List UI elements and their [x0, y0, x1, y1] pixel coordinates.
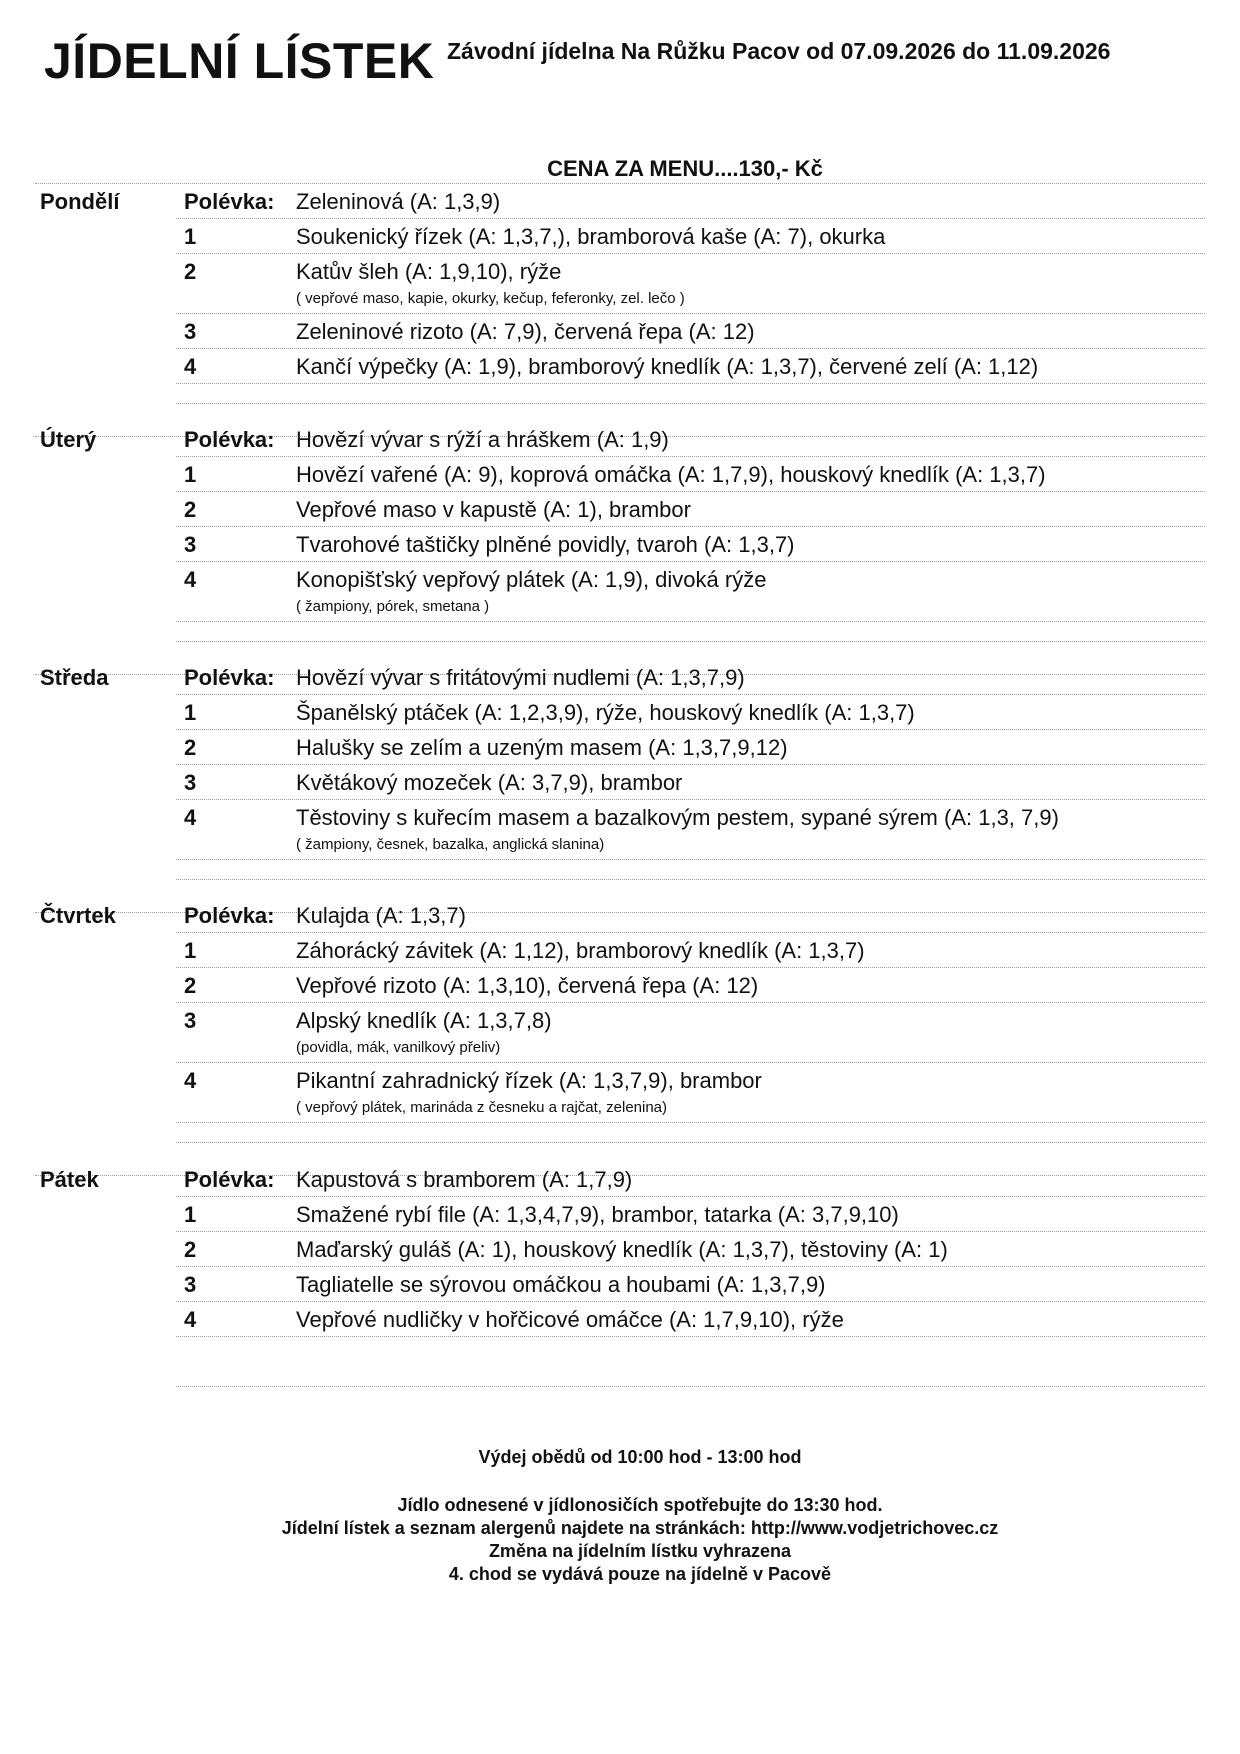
item-text: Zeleninová (A: 1,3,9) [296, 189, 501, 214]
empty-row [176, 1122, 1205, 1143]
item-label: 1 [184, 224, 197, 249]
meal-row [176, 561, 1205, 622]
meal-row [176, 1266, 1205, 1302]
item-label: 2 [184, 497, 197, 522]
item-text: Španělský ptáček (A: 1,2,3,9), rýže, houskový knedlík (A: 1,3,7) [296, 700, 915, 725]
item-text: Alpský knedlík (A: 1,3,7,8) [296, 1008, 552, 1033]
item-text: Vepřové rizoto (A: 1,3,10), červená řepa (A: 12) [296, 973, 759, 998]
page-header [0, 0, 1240, 110]
item-label: Polévka: [184, 427, 275, 452]
soup-row [176, 1161, 1205, 1197]
footer [0, 1446, 1240, 1586]
item-text: Soukenický řízek (A: 1,3,7,), bramborová kaše (A: 7), okurka [296, 224, 886, 249]
menu-price: CENA ZA MENU....130,- Kč [547, 156, 823, 181]
meal-row [176, 1002, 1205, 1063]
item-label: 3 [184, 1272, 197, 1297]
item-label: 4 [184, 1307, 197, 1332]
item-text: Tvarohové taštičky plněné povidly, tvaroh (A: 1,3,7) [296, 532, 795, 557]
item-note: (povidla, mák, vanilkový přeliv) [296, 1039, 501, 1056]
meal-row [176, 799, 1205, 860]
meal-row [176, 729, 1205, 765]
meal-row [176, 1196, 1205, 1232]
meal-row [176, 218, 1205, 254]
empty-row [176, 621, 1205, 642]
item-label: 4 [184, 1068, 197, 1093]
item-text: Květákový mozeček (A: 3,7,9), brambor [296, 770, 683, 795]
day-name: Pondělí [40, 189, 120, 214]
footer-line: 4. chod se vydává pouze na jídelně v Pacově [448, 1564, 832, 1584]
item-label: 3 [184, 1008, 197, 1033]
meal-row [176, 932, 1205, 968]
footer-line: Jídelní lístek a seznam alergenů najdete na stránkách: http://www.vodjetrichovec.cz [281, 1518, 999, 1538]
item-label: 2 [184, 1237, 197, 1262]
soup-row [176, 421, 1205, 457]
day-name: Středa [40, 665, 109, 690]
empty-row [176, 859, 1205, 880]
item-label: Polévka: [184, 189, 275, 214]
item-label: Polévka: [184, 903, 275, 928]
day-name: Úterý [40, 427, 97, 452]
meal-row [176, 967, 1205, 1003]
meal-row [176, 456, 1205, 492]
item-text: Hovězí vývar s rýží a hráškem (A: 1,9) [296, 427, 669, 452]
item-label: 2 [184, 973, 197, 998]
item-label: 1 [184, 1202, 197, 1227]
meal-row [176, 1301, 1205, 1337]
item-note: ( žampiony, pórek, smetana ) [296, 598, 490, 615]
footer-spacer [40, 1469, 1240, 1494]
serving-time: Výdej obědů od 10:00 hod - 13:00 hod [478, 1447, 802, 1467]
item-text: Kapustová s bramborem (A: 1,7,9) [296, 1167, 633, 1192]
item-text: Pikantní zahradnický řízek (A: 1,3,7,9), brambor [296, 1068, 762, 1093]
item-note: ( vepřové maso, kapie, okurky, kečup, feferonky, zel. lečo ) [296, 290, 685, 307]
page-title: JÍDELNÍ LÍSTEK [44, 33, 435, 89]
empty-row [176, 1336, 1205, 1387]
item-label: 4 [184, 805, 197, 830]
item-text: Těstoviny s kuřecím masem a bazalkovým pestem, sypané sýrem (A: 1,3, 7,9) [296, 805, 1059, 830]
meal-row [176, 313, 1205, 349]
meal-row [176, 694, 1205, 730]
item-text: Katův šleh (A: 1,9,10), rýže [296, 259, 562, 284]
item-label: 3 [184, 770, 197, 795]
item-text: Smažené rybí file (A: 1,3,4,7,9), brambor, tatarka (A: 3,7,9,10) [296, 1202, 899, 1227]
meal-row [176, 348, 1205, 384]
item-label: 1 [184, 938, 197, 963]
item-label: 4 [184, 567, 197, 592]
item-text: Tagliatelle se sýrovou omáčkou a houbami (A: 1,3,7,9) [296, 1272, 826, 1297]
meal-row [176, 526, 1205, 562]
meal-row [176, 1231, 1205, 1267]
item-note: ( vepřový plátek, marináda z česneku a rajčat, zelenina) [296, 1099, 668, 1116]
meal-row [176, 1062, 1205, 1123]
item-label: 1 [184, 700, 197, 725]
item-label: Polévka: [184, 665, 275, 690]
item-text: Vepřové nudličky v hořčicové omáčce (A: 1,7,9,10), rýže [296, 1307, 844, 1332]
item-label: 3 [184, 319, 197, 344]
day-name: Čtvrtek [40, 903, 116, 928]
item-label: 2 [184, 259, 197, 284]
meal-row [176, 253, 1205, 314]
day-name: Pátek [40, 1167, 99, 1192]
item-text: Záhorácký závitek (A: 1,12), bramborový knedlík (A: 1,3,7) [296, 938, 865, 963]
footer-line: Změna na jídelním lístku vyhrazena [488, 1541, 792, 1561]
item-text: Maďarský guláš (A: 1), houskový knedlík (A: 1,3,7), těstoviny (A: 1) [296, 1237, 948, 1262]
item-text: Kulajda (A: 1,3,7) [296, 903, 466, 928]
item-text: Zeleninové rizoto (A: 7,9), červená řepa (A: 12) [296, 319, 755, 344]
soup-row [176, 659, 1205, 695]
page-subtitle: Závodní jídelna Na Růžku Pacov od 07.09.2026 do 11.09.2026 [447, 38, 1111, 64]
item-text: Halušky se zelím a uzeným masem (A: 1,3,7,9,12) [296, 735, 788, 760]
item-label: 3 [184, 532, 197, 557]
meal-row [176, 764, 1205, 800]
footer-line: Jídlo odnesené v jídlonosičích spotřebujte do 13:30 hod. [397, 1495, 883, 1515]
item-label: Polévka: [184, 1167, 275, 1192]
empty-row [176, 383, 1205, 404]
item-text: Kančí výpečky (A: 1,9), bramborový knedlík (A: 1,3,7), červené zelí (A: 1,12) [296, 354, 1039, 379]
soup-row [176, 183, 1205, 219]
item-text: Hovězí vývar s fritátovými nudlemi (A: 1,3,7,9) [296, 665, 745, 690]
item-text: Konopišťský vepřový plátek (A: 1,9), divoká rýže [296, 567, 767, 592]
item-text: Hovězí vařené (A: 9), koprová omáčka (A: 1,7,9), houskový knedlík (A: 1,3,7) [296, 462, 1046, 487]
item-label: 1 [184, 462, 197, 487]
meal-row [176, 491, 1205, 527]
item-text: Vepřové maso v kapustě (A: 1), brambor [296, 497, 691, 522]
item-label: 4 [184, 354, 197, 379]
item-note: ( žampiony, česnek, bazalka, anglická slanina) [296, 836, 605, 853]
item-label: 2 [184, 735, 197, 760]
soup-row [176, 897, 1205, 933]
